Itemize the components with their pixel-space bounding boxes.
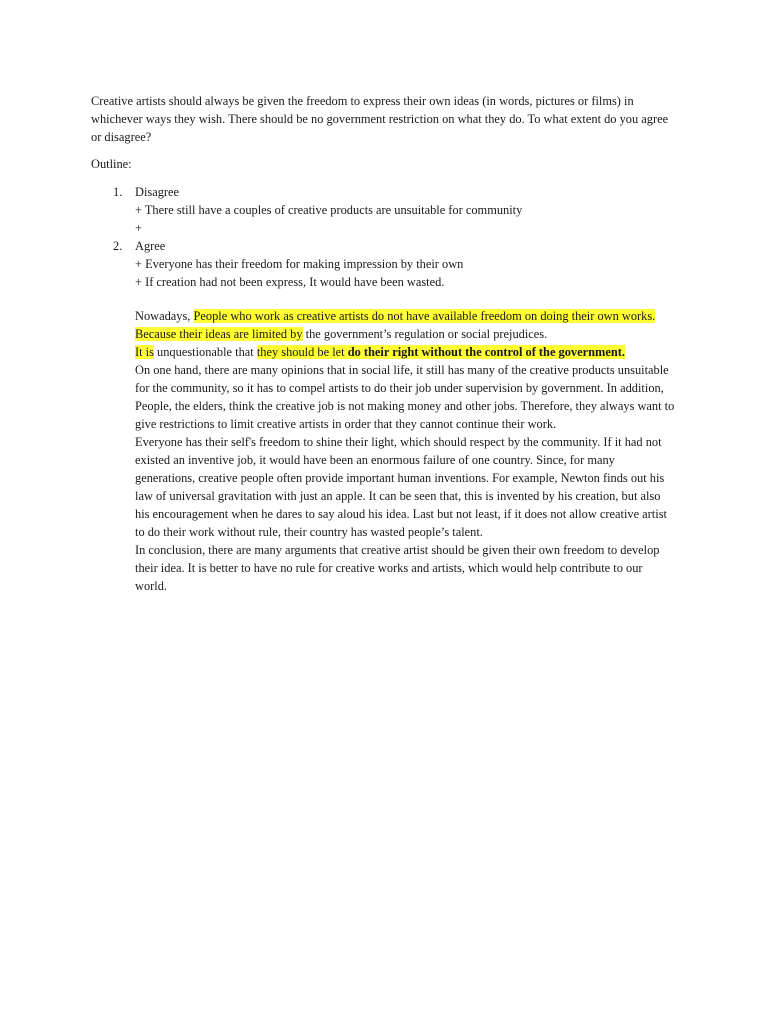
essay-body bbox=[135, 307, 677, 595]
outline-list bbox=[113, 183, 673, 291]
highlighted-bold-text: do their right without the control of the government. bbox=[347, 345, 625, 359]
highlighted-text: It is bbox=[135, 345, 154, 359]
highlighted-text: People who work as creative artists do not have available freedom on doing their own works. Because their ideas are limited by bbox=[135, 309, 656, 341]
essay-introduction bbox=[135, 307, 677, 343]
essay-conclusion: In conclusion, there are many arguments that creative artist should be given their own freedom to develop their idea. It is better to have no rule for creative works and artists, which would help contribute to our world. bbox=[135, 543, 660, 593]
essay-prompt: Creative artists should always be given the freedom to express their own ideas (in words, pictures or films) in whichever ways they wish. There should be no government restriction on what they do. To what extent do you agree or disagree? bbox=[91, 94, 669, 144]
essay-thesis bbox=[135, 343, 677, 361]
essay-paragraph-two: Everyone has their self's freedom to shine their light, which should respect by the community. If it had not existed an inventive job, it would have been an enormous failure of one country. Since, for many generations, creative people often provide important human inventions. For example, Newton finds out his law of universal gravitation with just an apple. It can be seen that, this is invented by his creation, but also his encouragement when he dares to say aloud his idea. Last but not least, if it does not allow creative artist to do their work without rule, their country has wasted people’s talent. bbox=[135, 435, 667, 539]
outline-label: Outline: bbox=[91, 157, 132, 171]
outline-number: 2. bbox=[113, 239, 123, 253]
intro-text: Nowadays, bbox=[135, 309, 194, 323]
outline-heading: Agree bbox=[135, 239, 166, 253]
outline-heading: Disagree bbox=[135, 185, 180, 199]
outline-point: + Everyone has their freedom for making impression by their own bbox=[135, 257, 464, 271]
intro-text: the government’s regulation or social prejudices. bbox=[302, 327, 548, 341]
thesis-text: unquestionable that bbox=[153, 345, 257, 359]
outline-point: + There still have a couples of creative products are unsuitable for community bbox=[135, 203, 523, 217]
outline-point: + bbox=[135, 221, 142, 235]
outline-point: + If creation had not been express, It would have been wasted. bbox=[135, 275, 445, 289]
outline-item-agree bbox=[113, 237, 673, 291]
essay-paragraph-one: On one hand, there are many opinions that in social life, it still has many of the creative products unsuitable for the community, so it has to compel artists to do their job under supervision by government. In addition, People, the elders, think the creative job is not making money and other jobs. Therefore, they always want to give restrictions to limit creative artists in order that they cannot continue their work. bbox=[135, 363, 675, 431]
outline-item-disagree bbox=[113, 183, 673, 237]
outline-number: 1. bbox=[113, 185, 123, 199]
highlighted-text: they should be let bbox=[256, 345, 348, 359]
